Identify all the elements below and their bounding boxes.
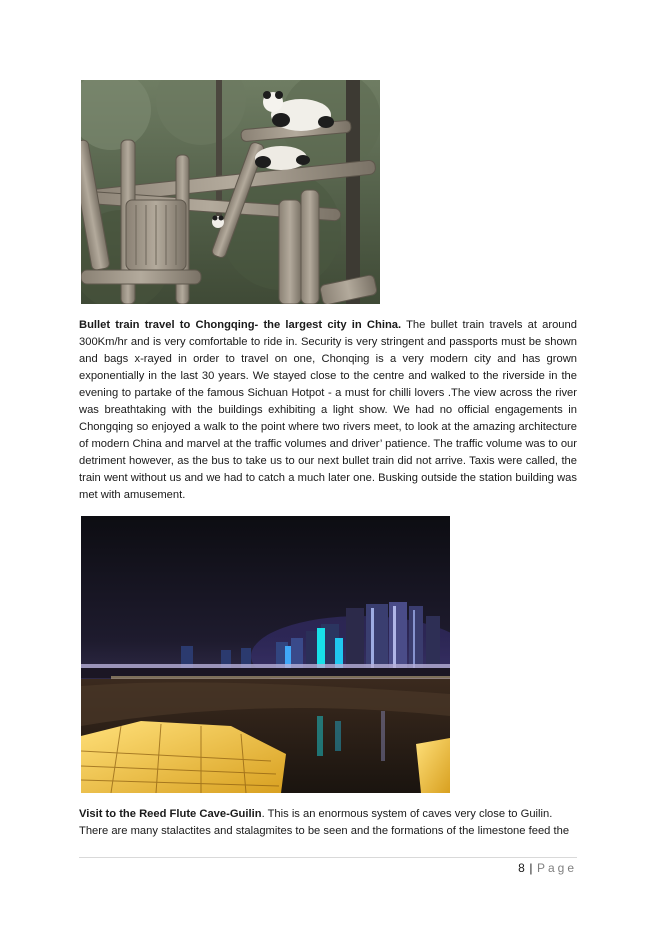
- panda-photo: [81, 80, 380, 304]
- train-heading: Bullet train travel to Chongqing- the largest city in China.: [79, 319, 402, 331]
- night-skyline-image: [81, 516, 450, 793]
- train-body: The bullet train travels at around 300Km/hr and is very comfortable to ride in. Security is very stringent and passports must be shown and bags x-rayed in order to travel on one, Chonqing is a very modern city and has grown exponentially in the last 30 years. We stayed close to the centre and walked to the riverside in the evening to partake of the famous Sichuan Hotpot - a must for chilli lovers .The view across the river was breathtaking with the buildings exhibiting a light show. We had no official engagements in Chongqing so enjoyed a walk to the point where two rivers meet, to look at the amazing architecture of modern China and marvel at the traffic volumes and driver’ patience. The traffic volume was to our detriment however, as the bus to take us to our next bullet train did not arrive. Taxis were called, the train went without us and we had to catch a much later one. Busking outside the station building was met with amusement.: [79, 319, 577, 501]
- page-label: Page: [536, 861, 577, 875]
- panda-photo-image: [81, 80, 380, 304]
- cave-body: . This is an enormous system of caves very close to Guilin. There are many stalactites and stalagmites to be seen and the formations of the limestone feed the: [79, 808, 570, 837]
- cave-heading: Visit to the Reed Flute Cave-Guilin: [79, 808, 262, 820]
- panda-small: [212, 216, 224, 229]
- page-number: 8: [518, 861, 526, 875]
- page-footer: [518, 861, 577, 875]
- cave-paragraph: [79, 806, 577, 840]
- footer-rule: [79, 857, 577, 858]
- footer-separator: |: [529, 861, 533, 875]
- night-skyline-photo: [81, 516, 450, 793]
- train-paragraph: [79, 317, 577, 504]
